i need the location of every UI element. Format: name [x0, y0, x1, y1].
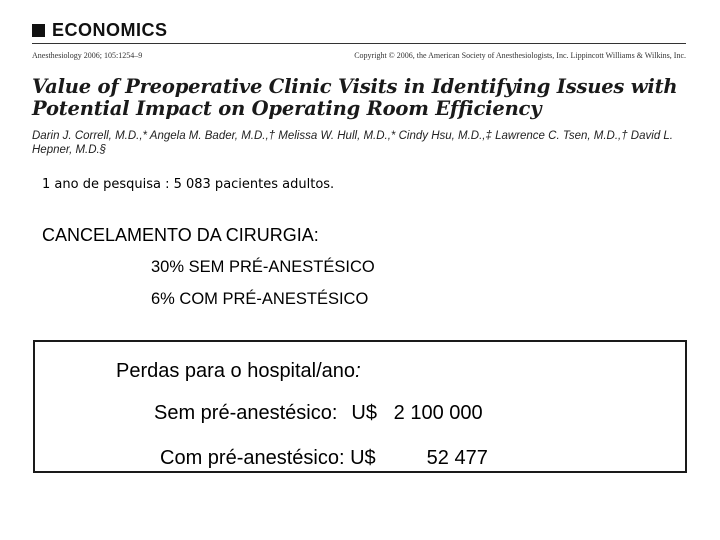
loss-with-currency: U$	[350, 447, 376, 469]
cancellation-without-preanesthetic: 30% SEM PRÉ-ANESTÉSICO	[151, 258, 375, 276]
losses-heading-colon: :	[355, 360, 361, 382]
losses-heading	[116, 360, 361, 383]
journal-section-label: ECONOMICS	[52, 20, 168, 40]
research-note: 1 ano de pesquisa : 5 083 pacientes adultos.	[42, 177, 335, 192]
loss-with-preanesthetic	[160, 447, 488, 470]
copyright-notice: Copyright © 2006, the American Society of Anesthesiologists, Inc. Lippincott Williams & Wilkins, Inc.	[354, 51, 686, 60]
cancellation-heading: CANCELAMENTO DA CIRURGIA:	[42, 225, 319, 245]
loss-without-label: Sem pré-anestésico:	[154, 402, 338, 424]
journal-citation: Anesthesiology 2006; 105:1254–9	[32, 51, 143, 60]
article-authors: Darin J. Correll, M.D.,* Angela M. Bader, M.D.,† Melissa W. Hull, M.D.,* Cindy Hsu, M.D.,‡ Lawrence C. Tsen, M.D.,† David L. Hepner, M.D.§	[32, 130, 673, 156]
cancellation-with-preanesthetic: 6% COM PRÉ-ANESTÉSICO	[151, 290, 369, 308]
loss-with-label: Com pré-anestésico:	[160, 447, 345, 469]
loss-with-value: 52 477	[426, 447, 488, 469]
header-divider	[32, 43, 686, 44]
loss-without-value: U$ 2 100 000	[351, 402, 483, 424]
section-marker-icon	[32, 24, 45, 37]
loss-without-preanesthetic	[154, 402, 483, 425]
losses-heading-text: Perdas para o hospital/ano	[116, 360, 356, 382]
article-title: Value of Preoperative Clinic Visits in Identifying Issues with Potential Impact on Operating Room Efficiency	[32, 75, 678, 120]
